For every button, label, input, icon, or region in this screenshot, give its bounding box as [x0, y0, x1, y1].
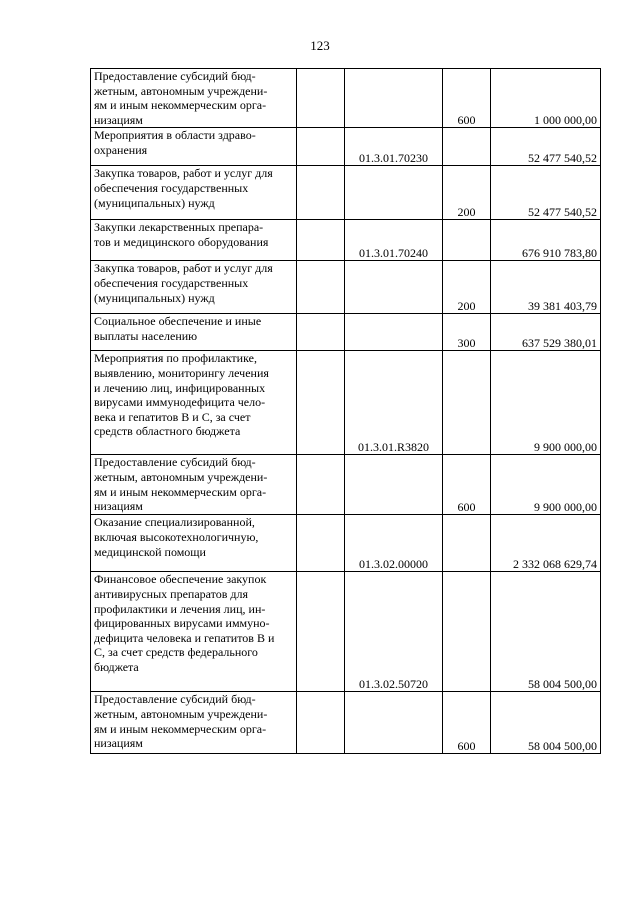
- row-name: Социальное обеспечение и иные выплаты населению: [91, 314, 297, 351]
- row-sum: 52 477 540,52: [491, 128, 601, 166]
- row-expense-type: 200: [443, 261, 491, 314]
- row-code: 01.3.02.50720: [345, 572, 443, 692]
- empty-cell: [297, 128, 345, 166]
- row-expense-type: [443, 128, 491, 166]
- row-code: [345, 261, 443, 314]
- row-expense-type: [443, 351, 491, 455]
- empty-cell: [297, 261, 345, 314]
- table-row: [91, 166, 601, 220]
- table-row: [91, 128, 601, 166]
- row-sum: 58 004 500,00: [491, 572, 601, 692]
- row-expense-type: 600: [443, 69, 491, 128]
- row-sum: 9 900 000,00: [491, 455, 601, 515]
- empty-cell: [297, 692, 345, 754]
- row-sum: 58 004 500,00: [491, 692, 601, 754]
- row-expense-type: [443, 572, 491, 692]
- empty-cell: [297, 314, 345, 351]
- row-sum: 39 381 403,79: [491, 261, 601, 314]
- row-expense-type: 600: [443, 692, 491, 754]
- row-code: 01.3.02.00000: [345, 515, 443, 572]
- row-expense-type: 600: [443, 455, 491, 515]
- row-sum: 676 910 783,80: [491, 220, 601, 261]
- empty-cell: [297, 220, 345, 261]
- row-expense-type: 300: [443, 314, 491, 351]
- table-row: [91, 455, 601, 515]
- row-code: [345, 455, 443, 515]
- empty-cell: [297, 166, 345, 220]
- row-name: Финансовое обеспечение закупок антивирусных препаратов для профилактики и лечения лиц, ин- фицированных вирусами иммуно- дефицита человека и гепатитов B и C, за счет средств федерального бюджета: [91, 572, 297, 692]
- row-name: Предоставление субсидий бюд- жетным, автономным учреждени- ям и иным некоммерческим орга- низациям: [91, 692, 297, 754]
- page-number: 123: [310, 38, 330, 53]
- row-sum: 52 477 540,52: [491, 166, 601, 220]
- row-expense-type: [443, 220, 491, 261]
- row-sum: 637 529 380,01: [491, 314, 601, 351]
- row-code: 01.3.01.70230: [345, 128, 443, 166]
- row-code: [345, 692, 443, 754]
- table-row: [91, 69, 601, 128]
- empty-cell: [297, 515, 345, 572]
- row-sum: 9 900 000,00: [491, 351, 601, 455]
- row-code: 01.3.01.70240: [345, 220, 443, 261]
- empty-cell: [297, 351, 345, 455]
- empty-cell: [297, 572, 345, 692]
- row-code: 01.3.01.R3820: [345, 351, 443, 455]
- table-row: [91, 220, 601, 261]
- row-name: Мероприятия в области здраво- охранения: [91, 128, 297, 166]
- row-expense-type: [443, 515, 491, 572]
- row-sum: 2 332 068 629,74: [491, 515, 601, 572]
- table-row: [91, 515, 601, 572]
- row-code: [345, 69, 443, 128]
- row-name: Закупка товаров, работ и услуг для обеспечения государственных (муниципальных) нужд: [91, 261, 297, 314]
- row-name: Предоставление субсидий бюд- жетным, автономным учреждени- ям и иным некоммерческим орга- низациям: [91, 69, 297, 128]
- row-code: [345, 314, 443, 351]
- budget-table: [90, 68, 601, 754]
- table-row: [91, 261, 601, 314]
- table-row: [91, 692, 601, 754]
- row-name: Предоставление субсидий бюд- жетным, автономным учреждени- ям и иным некоммерческим орга- низациям: [91, 455, 297, 515]
- row-name: Оказание специализированной, включая высокотехнологичную, медицинской помощи: [91, 515, 297, 572]
- row-name: Закупки лекарственных препара- тов и медицинского оборудования: [91, 220, 297, 261]
- row-expense-type: 200: [443, 166, 491, 220]
- row-name: Мероприятия по профилактике, выявлению, мониторингу лечения и лечению лиц, инфицированных вирусами иммунодефицита чело- века и гепатитов B и C, за счет средств областного бюджета: [91, 351, 297, 455]
- empty-cell: [297, 69, 345, 128]
- empty-cell: [297, 455, 345, 515]
- row-name: Закупка товаров, работ и услуг для обеспечения государственных (муниципальных) нужд: [91, 166, 297, 220]
- table-row: [91, 314, 601, 351]
- table-row: [91, 572, 601, 692]
- row-sum: 1 000 000,00: [491, 69, 601, 128]
- table-row: [91, 351, 601, 455]
- row-code: [345, 166, 443, 220]
